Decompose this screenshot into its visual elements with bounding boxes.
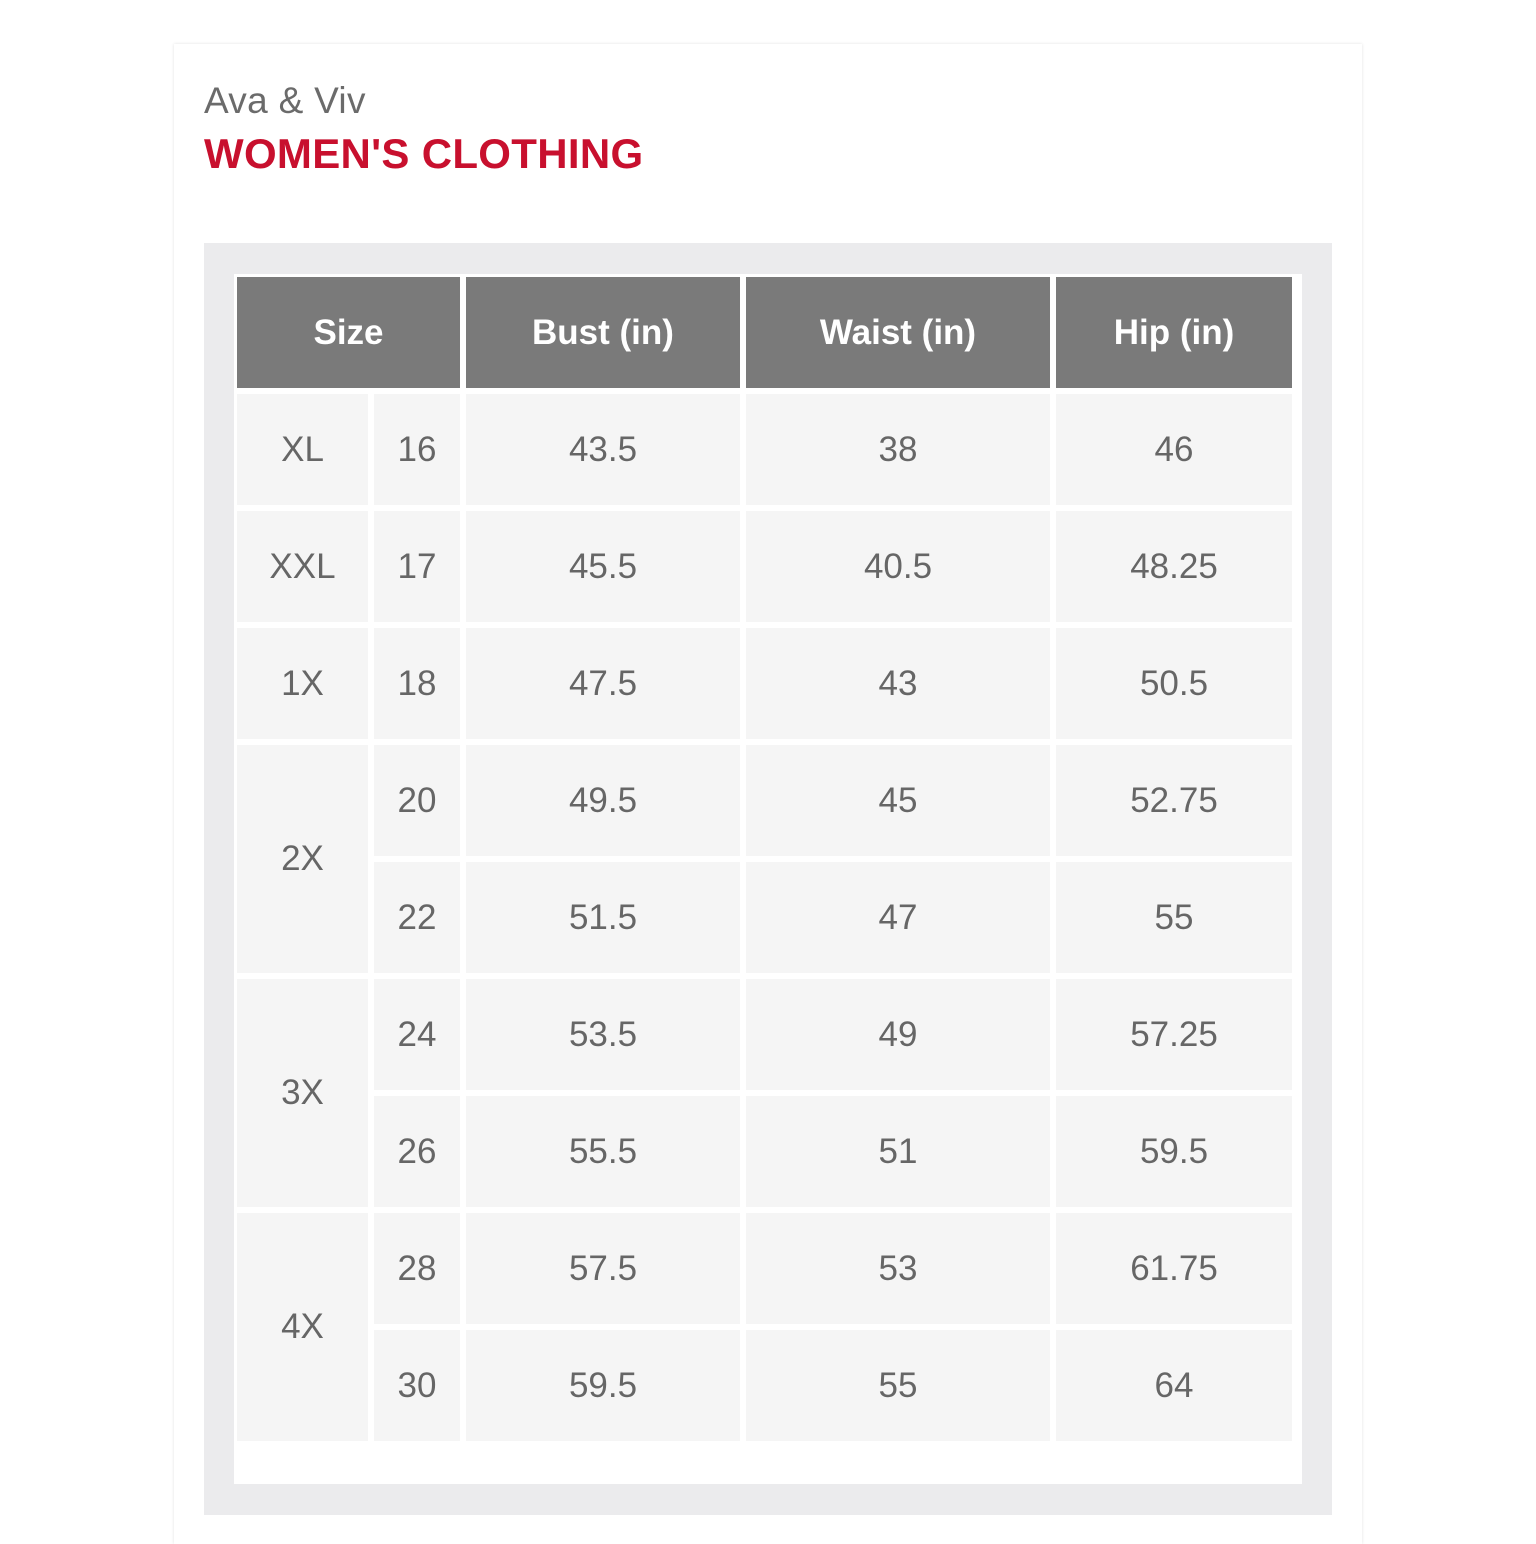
- table-row: [237, 1330, 1292, 1441]
- size-label-cell: 4X: [237, 1213, 368, 1441]
- header-hip: Hip (in): [1056, 277, 1292, 388]
- size-label-cell: XL: [237, 394, 368, 505]
- bust-cell: 49.5: [466, 745, 740, 856]
- size-number-cell: 16: [374, 394, 460, 505]
- table-row: [237, 745, 1292, 856]
- size-number-cell: 20: [374, 745, 460, 856]
- hip-cell: 46: [1056, 394, 1292, 505]
- table-row: [237, 862, 1292, 973]
- size-number-cell: 22: [374, 862, 460, 973]
- bust-cell: 45.5: [466, 511, 740, 622]
- size-chart-card: [174, 44, 1362, 1544]
- hip-cell: 48.25: [1056, 511, 1292, 622]
- table-row: [237, 394, 1292, 505]
- header-row: [237, 277, 1292, 388]
- hip-cell: 59.5: [1056, 1096, 1292, 1207]
- waist-cell: 43: [746, 628, 1050, 739]
- hip-cell: 55: [1056, 862, 1292, 973]
- size-number-cell: 28: [374, 1213, 460, 1324]
- table-row: [237, 511, 1292, 622]
- bust-cell: 55.5: [466, 1096, 740, 1207]
- table-container: [234, 274, 1302, 1484]
- waist-cell: 49: [746, 979, 1050, 1090]
- waist-cell: 38: [746, 394, 1050, 505]
- waist-cell: 45: [746, 745, 1050, 856]
- table-row: [237, 628, 1292, 739]
- hip-cell: 64: [1056, 1330, 1292, 1441]
- hip-cell: 50.5: [1056, 628, 1292, 739]
- bust-cell: 51.5: [466, 862, 740, 973]
- size-label-cell: XXL: [237, 511, 368, 622]
- size-number-cell: 30: [374, 1330, 460, 1441]
- bust-cell: 59.5: [466, 1330, 740, 1441]
- waist-cell: 55: [746, 1330, 1050, 1441]
- size-label-cell: 1X: [237, 628, 368, 739]
- table-row: [237, 1096, 1292, 1207]
- size-number-cell: 24: [374, 979, 460, 1090]
- waist-cell: 51: [746, 1096, 1050, 1207]
- table-frame: [204, 243, 1332, 1515]
- size-table: [231, 271, 1298, 1447]
- header-size: Size: [237, 277, 460, 388]
- header-bust: Bust (in): [466, 277, 740, 388]
- waist-cell: 40.5: [746, 511, 1050, 622]
- size-number-cell: 17: [374, 511, 460, 622]
- hip-cell: 57.25: [1056, 979, 1292, 1090]
- size-label-cell: 3X: [237, 979, 368, 1207]
- bust-cell: 57.5: [466, 1213, 740, 1324]
- table-row: [237, 979, 1292, 1090]
- waist-cell: 47: [746, 862, 1050, 973]
- bust-cell: 53.5: [466, 979, 740, 1090]
- bust-cell: 43.5: [466, 394, 740, 505]
- table-row: [237, 1213, 1292, 1324]
- waist-cell: 53: [746, 1213, 1050, 1324]
- hip-cell: 61.75: [1056, 1213, 1292, 1324]
- header-waist: Waist (in): [746, 277, 1050, 388]
- brand-name: Ava & Viv: [204, 80, 366, 121]
- size-label-cell: 2X: [237, 745, 368, 973]
- size-number-cell: 26: [374, 1096, 460, 1207]
- hip-cell: 52.75: [1056, 745, 1292, 856]
- size-number-cell: 18: [374, 628, 460, 739]
- bust-cell: 47.5: [466, 628, 740, 739]
- page-title: WOMEN'S CLOTHING: [204, 130, 644, 177]
